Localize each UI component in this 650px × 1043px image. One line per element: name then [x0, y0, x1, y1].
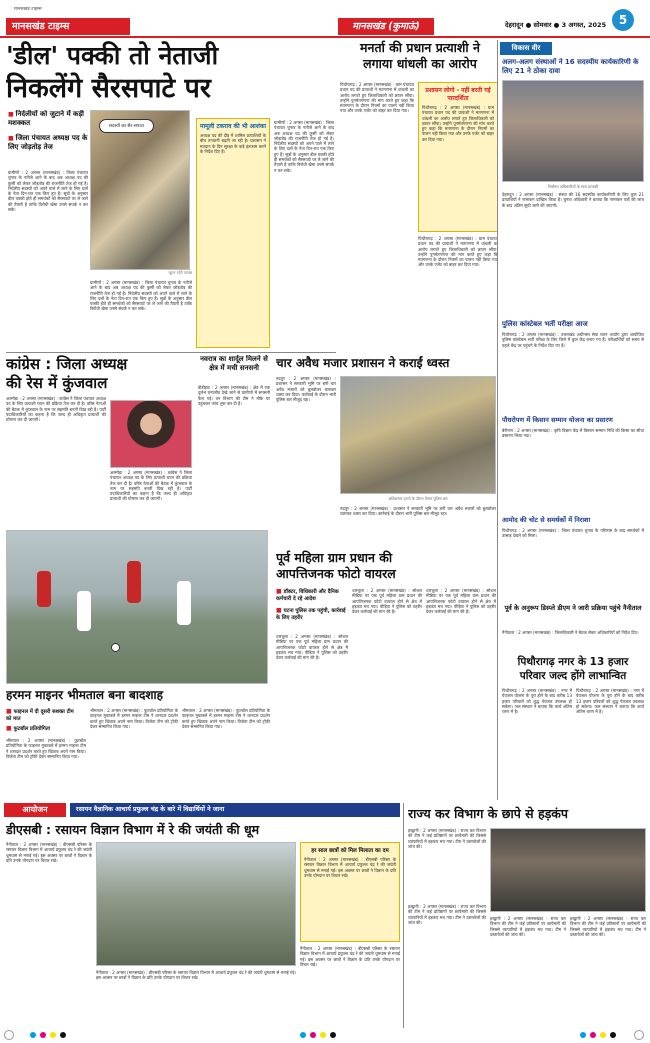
dsb-headline: डीएसबी : रसायन विज्ञान विभाग में रे की जयंती की धूम: [6, 822, 260, 837]
cartoon-speech-bubble: सदस्यों का सैर-सपाटा: [99, 119, 154, 133]
dsb-subhead: हर साल छात्रों को मिल मिलाता का दम: [311, 848, 389, 854]
mazar-headline: चार अवैध मजार प्रशासन ने कराईं ध्वस्त: [276, 356, 450, 370]
harman-body-1: भीमताल : 2 अगस्त (मानसखंड) : फुटबॉल प्रतियोगिता के फाइनल मुकाबले में हरमन माइनर टीम ने शानदार प्रदर्शन करते हुए खिताब अपने नाम किया। विजेता टीम को ट्रॉफी देकर सम्मानित किया गया।: [6, 738, 86, 759]
registration-mark-icon: [634, 1030, 644, 1040]
pithoragarh-body-2: पिथौरागढ़ : 2 अगस्त (मानसखंड) : नगर में पेयजल योजना के पूरा होने के बाद करीब 13 हजार परिवारों को शुद्ध पेयजल उपलब्ध हो सकेगा। जल संस्थान ने बताया कि कार्य अंतिम चरण में है।: [576, 688, 644, 715]
pradhan-headline-2: आपत्तिजनक फोटो वायरल: [276, 566, 396, 581]
navratri-headline: नवरात्र का शार्दूल मिलने से क्षेत्र में मची सनसनी: [200, 355, 268, 372]
vikas-headline: अलग-अलग संस्थाओं ने 16 सदस्यीय कार्यकारिणी के लिए 21 ने ठोका दावा: [502, 58, 639, 75]
congress-portrait: [110, 400, 192, 468]
pauna-body: बेरीनाग : 2 अगस्त (मानसखंड) : कृषि विज्ञान केंद्र में किसान सम्मान निधि की किस्त का सीधा प्रसारण किया गया।: [502, 428, 644, 439]
cartoon-illustration: [90, 110, 190, 270]
dsb-sidebox: [300, 842, 400, 942]
harman-body-3: भीमताल : 2 अगस्त (मानसखंड) : फुटबॉल प्रतियोगिता के फाइनल मुकाबले में हरमन माइनर टीम ने शानदार प्रदर्शन करते हुए खिताब अपने नाम किया। विजेता टीम को ट्रॉफी देकर सम्मानित किया गया।: [182, 708, 270, 729]
vikas-body: देहरादून : 2 अगस्त (मानसखंड) : संस्था की 16 सदस्यीय कार्यकारिणी के लिए कुल 21 प्रत्याशियों ने नामांकन दाखिल किया है। चुनाव अधिकारी ने बताया कि नामांकन पत्रों की जांच के बाद अंतिम सूची जारी की जाएगी।: [502, 192, 644, 208]
column-divider: [403, 803, 404, 1028]
lead-bullet: ■ निर्दलीयों को जुटाने में कड़ी मशक्कत: [8, 110, 88, 128]
lead-headline-2: [6, 72, 336, 105]
dsb-body-1: नैनीताल : 2 अगस्त (मानसखंड) : डीएसबी परिसर के रसायन विज्ञान विभाग में आचार्य प्रफुल्ल चंद्र रे की जयंती धूमधाम से मनाई गई। इस अवसर पर छात्रों ने विज्ञान के प्रति उनके योगदान पर विचार रखे।: [6, 842, 92, 863]
mamta-headline: [340, 40, 500, 72]
lead-headline-1: [6, 40, 336, 71]
mamta-sidebox: [418, 82, 498, 232]
congress-body-col2: अल्मोड़ा : 2 अगस्त (मानसखंड) : कांग्रेस ने जिला पंचायत अध्यक्ष पद के लिए प्रत्याशी चयन की प्रक्रिया तेज कर दी है। वरिष्ठ नेताओं की बैठक में कुंजवाल के नाम पर सहमति बनती दिख रही है। पार्टी पदाधिकारियों का कहना है कि जल्द ही अधिकृत प्रत्याशी की घोषणा कर दी जाएगी।: [110, 470, 192, 502]
player-figure: [37, 571, 51, 607]
color-registration-strip: [0, 1030, 650, 1040]
paper-name-band: मानसखंड टाइम्स: [6, 18, 130, 35]
registration-mark-icon: [4, 1030, 14, 1040]
column-divider: [497, 40, 498, 800]
harman-body-2: भीमताल : 2 अगस्त (मानसखंड) : फुटबॉल प्रतियोगिता के फाइनल मुकाबले में हरमन माइनर टीम ने शानदार प्रदर्शन करते हुए खिताब अपने नाम किया। विजेता टीम को ट्रॉफी देकर सम्मानित किया गया।: [90, 708, 178, 729]
pithoragarh-body-1: पिथौरागढ़ : 2 अगस्त (मानसखंड) : नगर में पेयजल योजना के पूरा होने के बाद करीब 13 हजार परिवारों को शुद्ध पेयजल उपलब्ध हो सकेगा। जल संस्थान ने बताया कि कार्य अंतिम चरण में है।: [502, 688, 572, 715]
event-banner: रसायन वैज्ञानिक आचार्य प्रफुल्ल चंद्र के बारे में विद्यार्थियों ने जाना: [70, 803, 400, 817]
pithoragarh-headline-2: परिवार जल्द होंगे लाभान्वित: [519, 670, 627, 682]
color-dot-icon: [300, 1032, 306, 1038]
mamta-sidebox-body: पिथौरागढ़ : 2 अगस्त (मानसखंड) : ग्राम पंचायत प्रधान पद की प्रत्याशी ने मतगणना में धांधली का आरोप लगाते हुए जिलाधिकारी को ज्ञापन सौंपा। उन्होंने पुनर्मतगणना की मांग करते हुए कहा कि मतगणना के दौरान नियमों का पालन नहीं किया गया और उनके एजेंट को बाहर कर दिया गया।: [422, 105, 494, 142]
event-label: आयोजन: [4, 803, 66, 817]
row-divider: [6, 352, 336, 353]
section-band: मानसखंड (कुमाऊं): [338, 18, 434, 35]
tax-body-1: हल्द्वानी : 2 अगस्त (मानसखंड) : राज्य कर विभाग की टीम ने कई प्रतिष्ठानों पर छापेमारी की जिससे व्यापारियों में हड़कंप मच गया। टीम ने दस्तावेजों की जांच की।: [408, 828, 486, 849]
mamta-body-col2: पिथौरागढ़ : 2 अगस्त (मानसखंड) : ग्राम पंचायत प्रधान पद की प्रत्याशी ने मतगणना में धांधली का आरोप लगाते हुए जिलाधिकारी को ज्ञापन सौंपा। उन्होंने पुनर्मतगणना की मांग करते हुए कहा कि मतगणना के दौरान नियमों का पालन नहीं किया गया और उनके एजेंट को बाहर कर दिया गया।: [418, 236, 498, 268]
color-dot-icon: [310, 1032, 316, 1038]
dsb-sidebox-body: नैनीताल : 2 अगस्त (मानसखंड) : डीएसबी परिसर के रसायन विज्ञान विभाग में आचार्य प्रफुल्ल चंद्र रे की जयंती धूमधाम से मनाई गई। इस अवसर पर छात्रों ने विज्ञान के प्रति उनके योगदान पर विचार रखे।: [304, 857, 396, 878]
pithoragarh-headline: [500, 655, 646, 683]
dsb-body-3: नैनीताल : 2 अगस्त (मानसखंड) : डीएसबी परिसर के रसायन विज्ञान विभाग में आचार्य प्रफुल्ल चंद्र रे की जयंती धूमधाम से मनाई गई। इस अवसर पर छात्रों ने विज्ञान के प्रति उनके योगदान पर विचार रखे।: [300, 946, 400, 967]
lead-headline-1-text: 'डील' पक्की तो नेताजी: [6, 41, 219, 70]
color-dot-icon: [600, 1032, 606, 1038]
dm-body: नैनीताल : 2 अगस्त (मानसखंड) : जिलाधिकारी ने बैठक लेकर अधिकारियों को निर्देश दिए।: [502, 630, 639, 635]
pradhan-headline-1: पूर्व महिला ग्राम प्रधान की: [276, 550, 393, 565]
amod-body: पिथौरागढ़ : 2 अगस्त (मानसखंड) : जिला पंचायत चुनाव के परिणाम के बाद समर्थकों में उत्साह देखने को मिला।: [502, 528, 644, 539]
color-dot-icon: [610, 1032, 616, 1038]
football-icon: [111, 643, 120, 652]
harman-bullet: ■ फाइनल में दी दूसरी सशक्त टीम को मात: [6, 708, 78, 723]
color-dot-icon: [30, 1032, 36, 1038]
lead-bullets: [8, 110, 88, 152]
harman-bullets: [6, 708, 78, 733]
player-figure: [127, 561, 141, 603]
navratri-body: डीडीहाट : 2 अगस्त (मानसखंड) : क्षेत्र में एक दुर्लभ वन्यजीव देखे जाने से ग्रामीणों में सनसनी फैल गई। वन विभाग की टीम ने मौके पर पहुंचकर जांच शुरू कर दी है।: [198, 385, 270, 406]
lead-body: ग्रामीणों : 2 अगस्त (मानसखंड) : जिला पंचायत चुनाव के नतीजे आने के बाद अब अध्यक्ष पद की कुर्सी को लेकर जोड़तोड़ की राजनीति तेज हो गई है। निर्दलीय सदस्यों को अपने पाले में लाने के लिए दलों के नेता दिन-रात एक किए हुए हैं। सूत्रों के अनुसार डील पक्की होते ही समर्थकों को सैरसपाटे पर ले जाने की तैयारी है ताकि विरोधी खेमा उनसे संपर्क न कर सके।: [8, 170, 88, 213]
pradhan-bullets: [276, 588, 348, 622]
mamta-headline-2: लगाया धांधली का आरोप: [363, 56, 477, 71]
dm-headline: पूर्व के अनुरूप डिस्प्ले डीएम ने जारी प्रक्रिया पहुंचे नैनीताल: [504, 604, 642, 612]
harman-headline: हरमन माइनर भीमताल बना बादशाह: [6, 688, 163, 702]
vikas-tag: विकास वीर: [500, 42, 552, 55]
color-dot-icon: [580, 1032, 586, 1038]
mamta-body-col1: पिथौरागढ़ : 2 अगस्त (मानसखंड) : ग्राम पंचायत प्रधान पद की प्रत्याशी ने मतगणना में धांधली का आरोप लगाते हुए जिलाधिकारी को ज्ञापन सौंपा। उन्होंने पुनर्मतगणना की मांग करते हुए कहा कि मतगणना के दौरान नियमों का पालन नहीं किया गया और उनके एजेंट को बाहर कर दिया गया।: [340, 82, 414, 114]
player-figure: [77, 591, 91, 631]
congress-headline: [6, 355, 196, 393]
page-number-badge: 5: [612, 9, 634, 31]
congress-headline-1: कांग्रेस : जिला अध्यक्ष: [6, 355, 128, 373]
mazar-photo: [340, 376, 496, 494]
lead-bullet: ■ जिला पंचायत अध्यक्ष पद के लिए जोड़तोड़ तेज: [8, 134, 88, 152]
pradhan-bullet: ■ घटना पुलिस तक पहुंची, कार्रवाई के लिए तहरीर: [276, 607, 348, 622]
color-dot-icon: [320, 1032, 326, 1038]
color-dot-icon: [590, 1032, 596, 1038]
tax-body-3: हल्द्वानी : 2 अगस्त (मानसखंड) : राज्य कर विभाग की टीम ने कई प्रतिष्ठानों पर छापेमारी की जिससे व्यापारियों में हड़कंप मच गया। टीम ने दस्तावेजों की जांच की।: [490, 916, 566, 937]
tax-body-4: हल्द्वानी : 2 अगस्त (मानसखंड) : राज्य कर विभाग की टीम ने कई प्रतिष्ठानों पर छापेमारी की जिससे व्यापारियों में हड़कंप मच गया। टीम ने दस्तावेजों की जांच की।: [570, 916, 646, 937]
pradhan-body-2: धारचूला : 2 अगस्त (मानसखंड) : सोशल मीडिया पर एक पूर्व महिला ग्राम प्रधान की आपत्तिजनक फोटो वायरल होने से क्षेत्र में हड़कंप मच गया। पीड़िता ने पुलिस को तहरीर देकर कार्रवाई की मांग की है।: [352, 588, 422, 615]
mazar-body: रुद्रपुर : 2 अगस्त (मानसखंड) : प्रशासन ने सरकारी भूमि पर बनी चार अवैध मजारों को बुलडोजर चलाकर ध्वस्त कर दिया। कार्रवाई के दौरान भारी पुलिस बल मौजूद रहा।: [276, 376, 336, 403]
box-story-body: अध्यक्ष पद की दौड़ में शामिल प्रत्याशियों के बीच तनातनी बढ़ती जा रही है। प्रशासन ने मतदान के दिन सुरक्षा के कड़े इंतजाम करने के निर्देश दिए हैं।: [200, 133, 266, 154]
tax-headline: राज्य कर विभाग के छापे से हड़कंप: [408, 806, 568, 821]
box-story: [196, 118, 270, 348]
pradhan-bullet: ■ डॉक्टर, विधिकारी और दैनिक कर्मचारी दे रहे आदेश: [276, 588, 348, 603]
congress-headline-2: की रेस में कुंजवाल: [6, 374, 108, 392]
color-dot-icon: [60, 1032, 66, 1038]
box-story-headline: मामूली टकराव की भी आशंका: [200, 123, 266, 130]
police-body: पिथौरागढ़ : 2 अगस्त (मानसखंड) : उत्तराखंड अधीनस्थ सेवा चयन आयोग द्वारा आयोजित पुलिस कांस्टेबल भर्ती परीक्षा के लिए जिले में कुल केंद्र बनाए गए हैं। परीक्षार्थियों को समय से पहले केंद्र पर पहुंचने के निर्देश दिए गए हैं।: [502, 332, 644, 348]
mamta-subhead: प्रशासन लोगो - नहीं बरती गई पारदर्शिता: [425, 87, 491, 102]
pithoragarh-headline-1: पिथौरागढ़ नगर के 13 हजार: [517, 656, 629, 668]
header-rule: [0, 36, 650, 38]
pauna-headline: पौधरोपण में किसान सम्मान योजना का प्रसारण: [502, 416, 613, 424]
football-photo: [6, 530, 268, 684]
masthead-small: मानसखंड टाइम्स: [14, 7, 42, 12]
mazar-caption: अतिक्रमण हटाने के दौरान तैनात पुलिस बल: [388, 496, 448, 501]
player-figure: [177, 581, 191, 625]
color-dot-icon: [330, 1032, 336, 1038]
tax-photo: [490, 828, 646, 912]
tax-body-2: हल्द्वानी : 2 अगस्त (मानसखंड) : राज्य कर विभाग की टीम ने कई प्रतिष्ठानों पर छापेमारी की जिससे व्यापारियों में हड़कंप मच गया। टीम ने दस्तावेजों की जांच की।: [408, 904, 486, 925]
police-headline: पुलिस कांस्टेबल भर्ती परीक्षा आज: [502, 320, 588, 328]
mamta-headline-1: मनर्ता की प्रधान प्रत्याशी ने: [360, 40, 480, 55]
lead-headline-2-text: निकलेंगे सैरसपाटे पर: [6, 73, 211, 104]
congress-body-col1: अल्मोड़ा : 2 अगस्त (मानसखंड) : कांग्रेस ने जिला पंचायत अध्यक्ष पद के लिए प्रत्याशी चयन की प्रक्रिया तेज कर दी है। वरिष्ठ नेताओं की बैठक में कुंजवाल के नाम पर सहमति बनती दिख रही है। पार्टी पदाधिकारियों का कहना है कि जल्द ही अधिकृत प्रत्याशी की घोषणा कर दी जाएगी।: [6, 396, 106, 423]
vikas-photo: [502, 80, 644, 182]
edition-date: देहरादून ● सोमवार ● 3 अगस्त, 2025: [505, 21, 607, 29]
pradhan-body-1: धारचूला : 2 अगस्त (मानसखंड) : सोशल मीडिया पर एक पूर्व महिला ग्राम प्रधान की आपत्तिजनक फोटो वायरल होने से क्षेत्र में हड़कंप मच गया। पीड़िता ने पुलिस को तहरीर देकर कार्रवाई की मांग की है।: [276, 634, 348, 661]
mazar-body-2: रुद्रपुर : 2 अगस्त (मानसखंड) : प्रशासन ने सरकारी भूमि पर बनी चार अवैध मजारों को बुलडोजर चलाकर ध्वस्त कर दिया। कार्रवाई के दौरान भारी पुलिस बल मौजूद रहा।: [340, 506, 496, 517]
vikas-caption: निर्वाचन अधिकारियों के साथ प्रत्याशी: [547, 184, 599, 189]
pradhan-headline: [276, 550, 496, 582]
cartoon-caption: 'कूल' रहेंगे जनाब: [168, 270, 192, 275]
lead-right-col: ग्रामीणों : 2 अगस्त (मानसखंड) : जिला पंचायत चुनाव के नतीजे आने के बाद अब अध्यक्ष पद की कुर्सी को लेकर जोड़तोड़ की राजनीति तेज हो गई है। निर्दलीय सदस्यों को अपने पाले में लाने के लिए दलों के नेता दिन-रात एक किए हुए हैं। सूत्रों के अनुसार डील पक्की होते ही समर्थकों को सैरसपाटे पर ले जाने की तैयारी है ताकि विरोधी खेमा उनसे संपर्क न कर सके।: [274, 120, 334, 173]
pradhan-body-3: धारचूला : 2 अगस्त (मानसखंड) : सोशल मीडिया पर एक पूर्व महिला ग्राम प्रधान की आपत्तिजनक फोटो वायरल होने से क्षेत्र में हड़कंप मच गया। पीड़िता ने पुलिस को तहरीर देकर कार्रवाई की मांग की है।: [426, 588, 496, 615]
amod-headline: आमोद की चोट से समर्थकों में निराशा: [502, 516, 591, 524]
harman-bullet: ■ फुटबॉल प्रतियोगिता: [6, 725, 78, 733]
dsb-body-2: नैनीताल : 2 अगस्त (मानसखंड) : डीएसबी परिसर के रसायन विज्ञान विभाग में आचार्य प्रफुल्ल चंद्र रे की जयंती धूमधाम से मनाई गई। इस अवसर पर छात्रों ने विज्ञान के प्रति उनके योगदान पर विचार रखे।: [96, 970, 296, 981]
dsb-photo: [96, 842, 296, 966]
color-dot-icon: [40, 1032, 46, 1038]
color-dot-icon: [50, 1032, 56, 1038]
cartoon-side-body: ग्रामीणों : 2 अगस्त (मानसखंड) : जिला पंचायत चुनाव के नतीजे आने के बाद अब अध्यक्ष पद की कुर्सी को लेकर जोड़तोड़ की राजनीति तेज हो गई है। निर्दलीय सदस्यों को अपने पाले में लाने के लिए दलों के नेता दिन-रात एक किए हुए हैं। सूत्रों के अनुसार डील पक्की होते ही समर्थकों को सैरसपाटे पर ले जाने की तैयारी है ताकि विरोधी खेमा उनसे संपर्क न कर सके।: [90, 280, 192, 312]
